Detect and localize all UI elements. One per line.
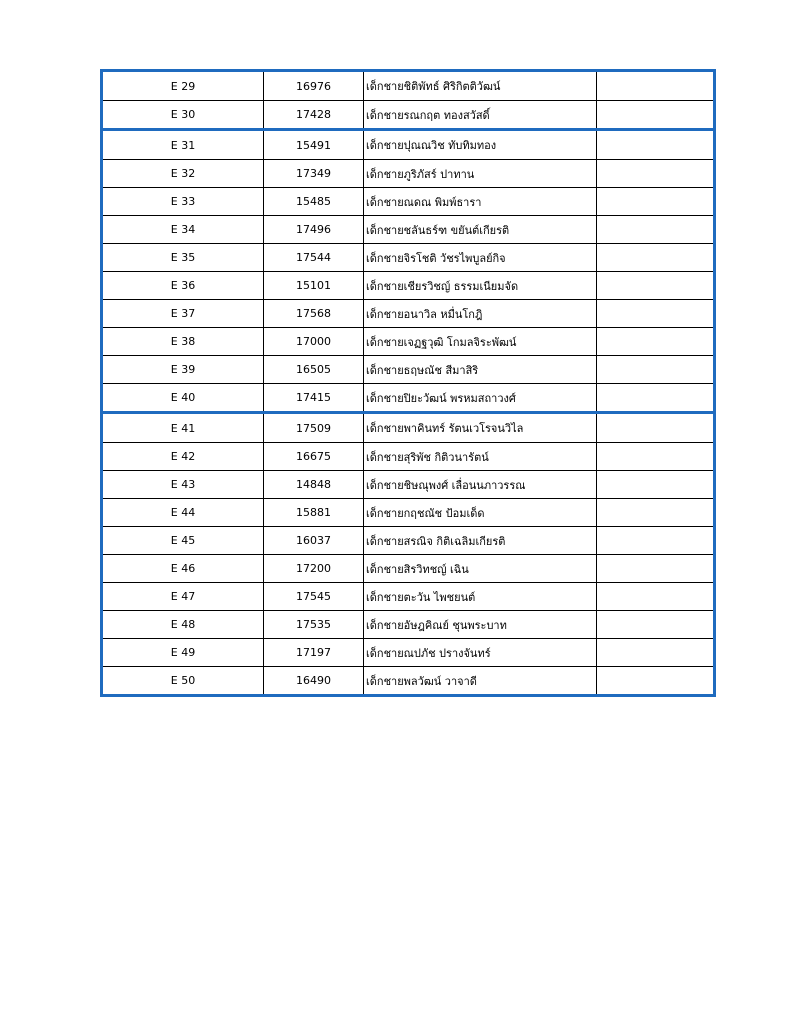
student-code-cell: E 31 xyxy=(103,131,264,159)
student-code-cell: E 46 xyxy=(103,555,264,582)
student-name-cell: เด็กชายเชียรวิชญ์ ธรรมเนียมจัด xyxy=(364,272,597,299)
table-row xyxy=(103,414,713,442)
student-name-cell: เด็กชายจิรโชติ วัชรไพบูลย์กิจ xyxy=(364,244,597,271)
student-code-cell: E 43 xyxy=(103,471,264,498)
student-name-cell: เด็กชายรณกฤต ทองสวัสดิ์ xyxy=(364,101,597,128)
student-code-cell: E 34 xyxy=(103,216,264,243)
table-row xyxy=(103,215,713,243)
student-id-cell: 16675 xyxy=(264,443,364,470)
table-row xyxy=(103,271,713,299)
table-row xyxy=(103,498,713,526)
blank-cell xyxy=(597,583,713,610)
table-row xyxy=(103,355,713,383)
row-group xyxy=(103,411,713,694)
row-group xyxy=(103,72,713,128)
table-row xyxy=(103,72,713,100)
student-id-cell: 17496 xyxy=(264,216,364,243)
blank-cell xyxy=(597,72,713,100)
blank-cell xyxy=(597,555,713,582)
student-code-cell: E 41 xyxy=(103,414,264,442)
table-row xyxy=(103,243,713,271)
blank-cell xyxy=(597,356,713,383)
student-code-cell: E 49 xyxy=(103,639,264,666)
student-id-cell: 17349 xyxy=(264,160,364,187)
table-row xyxy=(103,327,713,355)
student-name-cell: เด็กชายชลันธร์ฑ ขยันต์เกียรติ xyxy=(364,216,597,243)
student-id-cell: 17000 xyxy=(264,328,364,355)
student-name-cell: เด็กชายเจฏฐวุฒิ โกมลจิระพัฒน์ xyxy=(364,328,597,355)
table-row xyxy=(103,383,713,411)
student-id-cell: 15101 xyxy=(264,272,364,299)
student-id-cell: 17200 xyxy=(264,555,364,582)
blank-cell xyxy=(597,384,713,411)
row-group xyxy=(103,128,713,411)
student-name-cell: เด็กชายภูริภัสร์ ปาทาน xyxy=(364,160,597,187)
student-name-cell: เด็กชายธฤษณัช สีมาสิริ xyxy=(364,356,597,383)
student-name-cell: เด็กชายปิยะวัฒน์ พรหมสถาวงศ์ xyxy=(364,384,597,411)
student-code-cell: E 44 xyxy=(103,499,264,526)
blank-cell xyxy=(597,443,713,470)
table-row xyxy=(103,299,713,327)
student-code-cell: E 29 xyxy=(103,72,264,100)
student-code-cell: E 42 xyxy=(103,443,264,470)
student-id-cell: 17544 xyxy=(264,244,364,271)
student-name-cell: เด็กชายสุริพัช กิติวนารัตน์ xyxy=(364,443,597,470)
blank-cell xyxy=(597,300,713,327)
table-row xyxy=(103,526,713,554)
student-id-cell: 17509 xyxy=(264,414,364,442)
student-code-cell: E 32 xyxy=(103,160,264,187)
blank-cell xyxy=(597,160,713,187)
student-code-cell: E 40 xyxy=(103,384,264,411)
table-row xyxy=(103,582,713,610)
blank-cell xyxy=(597,244,713,271)
blank-cell xyxy=(597,131,713,159)
student-name-cell: เด็กชายชิษณุพงศ์ เลื่อนนภาวรรณ xyxy=(364,471,597,498)
table-row xyxy=(103,554,713,582)
blank-cell xyxy=(597,527,713,554)
table-row xyxy=(103,131,713,159)
student-code-cell: E 47 xyxy=(103,583,264,610)
student-code-cell: E 37 xyxy=(103,300,264,327)
table-row xyxy=(103,666,713,694)
table-row xyxy=(103,442,713,470)
blank-cell xyxy=(597,328,713,355)
table-row xyxy=(103,187,713,215)
student-id-cell: 17415 xyxy=(264,384,364,411)
blank-cell xyxy=(597,101,713,128)
student-code-cell: E 39 xyxy=(103,356,264,383)
student-id-cell: 15881 xyxy=(264,499,364,526)
student-id-cell: 17428 xyxy=(264,101,364,128)
student-code-cell: E 50 xyxy=(103,667,264,694)
blank-cell xyxy=(597,414,713,442)
student-name-cell: เด็กชายพาคินทร์ รัตนเวโรจนวิไล xyxy=(364,414,597,442)
student-id-cell: 16505 xyxy=(264,356,364,383)
blank-cell xyxy=(597,471,713,498)
student-id-cell: 15491 xyxy=(264,131,364,159)
table-row xyxy=(103,638,713,666)
student-id-cell: 15485 xyxy=(264,188,364,215)
student-code-cell: E 36 xyxy=(103,272,264,299)
student-name-cell: เด็กชายณดณ พิมพ์ธารา xyxy=(364,188,597,215)
student-code-cell: E 35 xyxy=(103,244,264,271)
student-roster-table xyxy=(100,69,716,697)
blank-cell xyxy=(597,611,713,638)
student-id-cell: 17197 xyxy=(264,639,364,666)
table-row xyxy=(103,100,713,128)
student-name-cell: เด็กชายกฤชณัช ป้อมเด็ด xyxy=(364,499,597,526)
student-id-cell: 17535 xyxy=(264,611,364,638)
student-id-cell: 16490 xyxy=(264,667,364,694)
student-name-cell: เด็กชายชิติพัทธ์ ศิริกิตติวัฒน์ xyxy=(364,72,597,100)
student-name-cell: เด็กชายอนาวิล หมื่นโกฎิ xyxy=(364,300,597,327)
blank-cell xyxy=(597,639,713,666)
student-code-cell: E 33 xyxy=(103,188,264,215)
student-id-cell: 17568 xyxy=(264,300,364,327)
student-name-cell: เด็กชายณปภัช ปรางจันทร์ xyxy=(364,639,597,666)
student-name-cell: เด็กชายสรณิจ กิติเฉลิมเกียรติ xyxy=(364,527,597,554)
student-name-cell: เด็กชายพลวัฒน์ วาจาดี xyxy=(364,667,597,694)
table-row xyxy=(103,470,713,498)
student-id-cell: 14848 xyxy=(264,471,364,498)
table-row xyxy=(103,159,713,187)
student-id-cell: 16976 xyxy=(264,72,364,100)
student-id-cell: 17545 xyxy=(264,583,364,610)
blank-cell xyxy=(597,216,713,243)
student-name-cell: เด็กชายอัษฎคิณย์ ชุนพระบาท xyxy=(364,611,597,638)
blank-cell xyxy=(597,272,713,299)
student-code-cell: E 45 xyxy=(103,527,264,554)
blank-cell xyxy=(597,499,713,526)
blank-cell xyxy=(597,667,713,694)
student-name-cell: เด็กชายตะวัน ไพชยนต์ xyxy=(364,583,597,610)
student-name-cell: เด็กชายปุณณวิช ทับทิมทอง xyxy=(364,131,597,159)
student-code-cell: E 30 xyxy=(103,101,264,128)
student-code-cell: E 38 xyxy=(103,328,264,355)
student-id-cell: 16037 xyxy=(264,527,364,554)
table-row xyxy=(103,610,713,638)
student-name-cell: เด็กชายสิรวิทชญ์ เฉิน xyxy=(364,555,597,582)
student-code-cell: E 48 xyxy=(103,611,264,638)
blank-cell xyxy=(597,188,713,215)
